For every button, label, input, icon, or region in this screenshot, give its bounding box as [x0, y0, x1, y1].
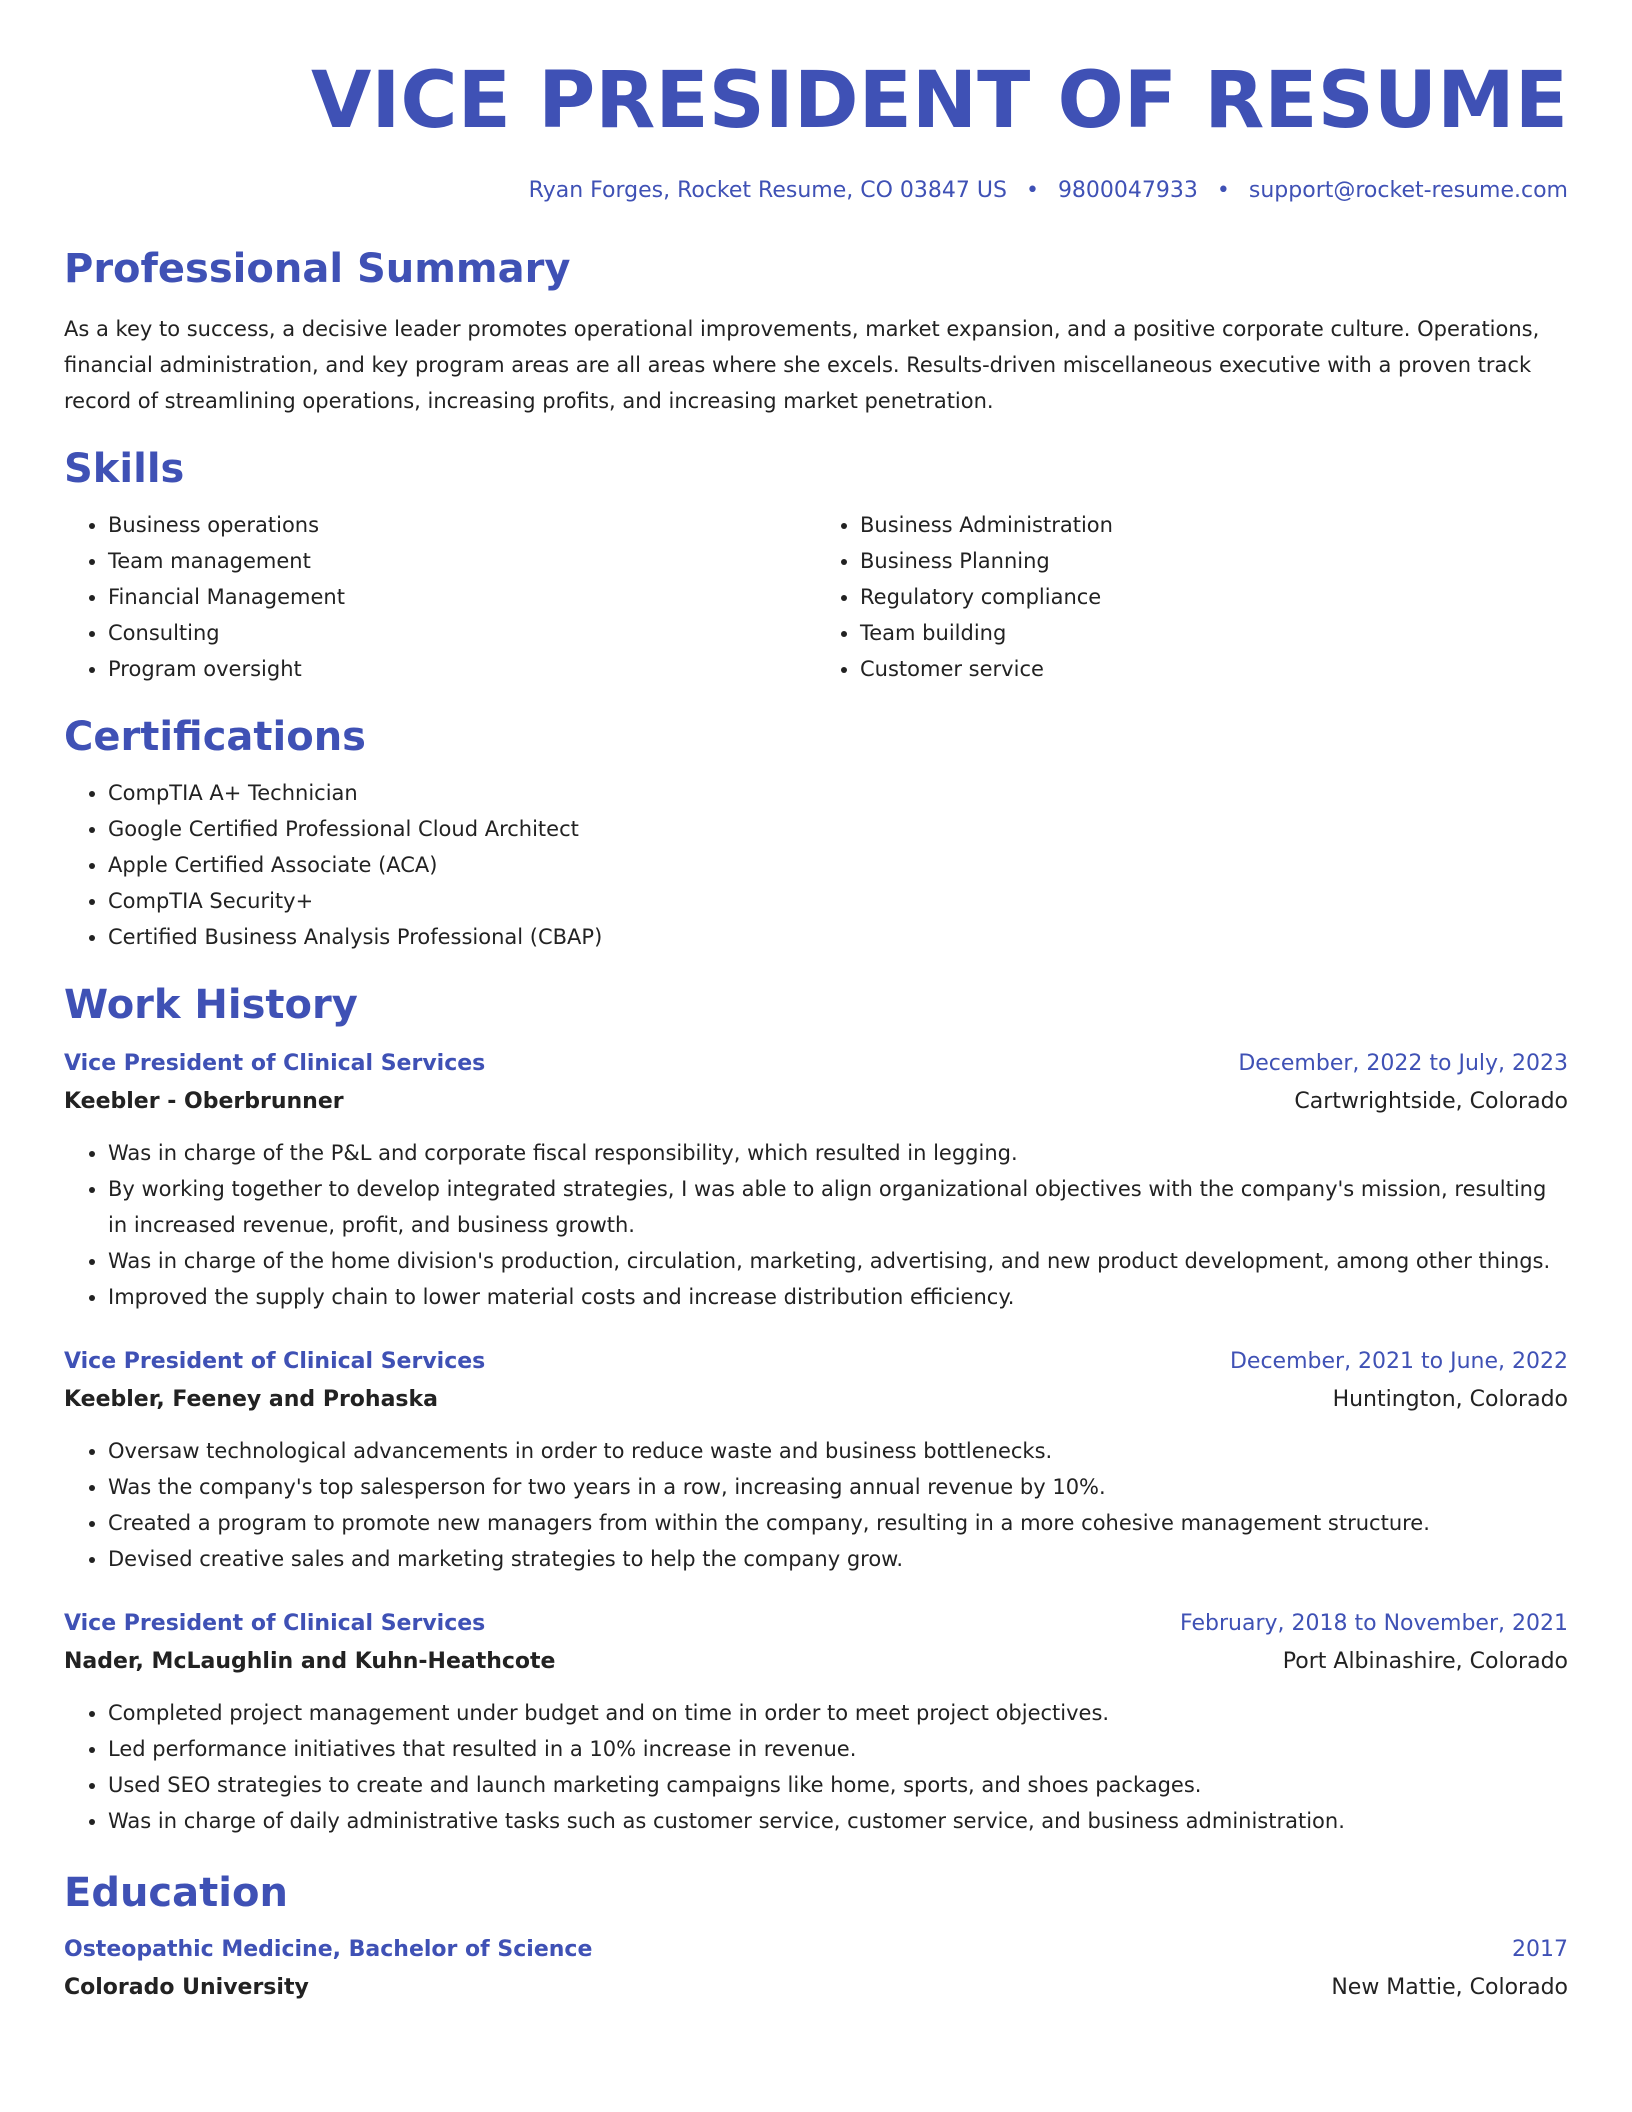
contact-separator: •	[1216, 178, 1230, 203]
skill-item: • Business Administration	[860, 507, 1568, 543]
education-section	[64, 1869, 1568, 2007]
section-title-summary: Professional Summary	[64, 246, 571, 292]
job-subheader	[64, 1083, 1568, 1121]
job-title: Vice President of Clinical Services	[64, 1051, 486, 1076]
job-bullet: • Was in charge of daily administrative tasks such as customer service, customer service, and business administration.	[108, 1803, 1568, 1839]
job-bullet: • Devised creative sales and marketing strategies to help the company grow.	[108, 1541, 1568, 1577]
skill-item: • Financial Management	[108, 579, 816, 615]
job-title: Vice President of Clinical Services	[64, 1349, 486, 1374]
job-bullet: • Improved the supply chain to lower material costs and increase distribution efficiency.	[108, 1279, 1568, 1315]
job-company: Keebler, Feeney and Prohaska	[64, 1387, 438, 1412]
section-title-work-history: Work History	[64, 982, 358, 1028]
skills-section	[64, 445, 1568, 687]
certification-item: • Apple Certified Associate (ACA)	[108, 847, 1568, 883]
contact-address: Ryan Forges, Rocket Resume, CO 03847 US	[528, 178, 1007, 203]
skills-grid	[64, 507, 1568, 687]
contact-phone: 9800047933	[1057, 178, 1198, 203]
contact-separator: •	[1025, 178, 1039, 203]
education-header	[64, 1931, 1568, 1969]
job-location: Port Albinashire, Colorado	[1282, 1649, 1568, 1674]
job-location: Cartwrightside, Colorado	[1294, 1089, 1568, 1114]
skills-list-left	[64, 507, 816, 687]
certification-item: • CompTIA Security+	[108, 883, 1568, 919]
job-header	[64, 1605, 1568, 1643]
job-title: Vice President of Clinical Services	[64, 1611, 486, 1636]
job-bullet: • Was in charge of the P&L and corporate fiscal responsibility, which resulted in legging.	[108, 1135, 1568, 1171]
job-entry	[64, 1605, 1568, 1839]
job-bullet: • By working together to develop integrated strategies, I was able to align organizational objectives with the company's mission, resulting in increased revenue, profit, and business growth.	[108, 1171, 1568, 1243]
job-header	[64, 1045, 1568, 1083]
job-header	[64, 1343, 1568, 1381]
job-bullet: • Was in charge of the home division's production, circulation, marketing, advertising, and new product development, among other things.	[108, 1243, 1568, 1279]
job-bullets	[64, 1433, 1568, 1577]
certifications-section	[64, 713, 1568, 955]
skill-item: • Program oversight	[108, 651, 816, 687]
certification-item: • Google Certified Professional Cloud Architect	[108, 811, 1568, 847]
job-subheader	[64, 1381, 1568, 1419]
job-company: Nader, McLaughlin and Kuhn-Heathcote	[64, 1649, 556, 1674]
contact-email[interactable]: support@rocket-resume.com	[1248, 178, 1568, 203]
job-entry	[64, 1045, 1568, 1315]
job-bullets	[64, 1135, 1568, 1315]
resume-header	[64, 0, 1568, 203]
job-subheader	[64, 1643, 1568, 1681]
section-title-education: Education	[64, 1870, 288, 1916]
skill-item: • Team management	[108, 543, 816, 579]
education-year: 2017	[1512, 1937, 1568, 1962]
job-bullet: • Completed project management under budget and on time in order to meet project objectives.	[108, 1695, 1568, 1731]
work-history-section	[64, 981, 1568, 1839]
skill-item: • Business Planning	[860, 543, 1568, 579]
summary-section	[64, 245, 1568, 419]
summary-text: As a key to success, a decisive leader promotes operational improvements, market expansion, and a positive corporate culture. Operations, financial administration, and key program areas are all areas where she excels. Results-driven miscellaneous executive with a proven track record of streamlining operations, increasing profits, and increasing market penetration.	[64, 317, 1540, 413]
job-bullet: • Created a program to promote new managers from within the company, resulting in a more cohesive management structure.	[108, 1505, 1568, 1541]
certification-item: • Certified Business Analysis Professional (CBAP)	[108, 919, 1568, 955]
skill-item: • Team building	[860, 615, 1568, 651]
skill-item: • Consulting	[108, 615, 816, 651]
education-degree: Osteopathic Medicine, Bachelor of Science	[64, 1937, 593, 1962]
job-location: Huntington, Colorado	[1332, 1387, 1568, 1412]
job-dates: February, 2018 to November, 2021	[1180, 1611, 1568, 1636]
job-dates: December, 2021 to June, 2022	[1229, 1349, 1568, 1374]
education-school: Colorado University	[64, 1975, 309, 2000]
skill-item: • Customer service	[860, 651, 1568, 687]
job-bullets	[64, 1695, 1568, 1839]
skill-item: • Regulatory compliance	[860, 579, 1568, 615]
job-bullet: • Oversaw technological advancements in order to reduce waste and business bottlenecks.	[108, 1433, 1568, 1469]
section-title-certifications: Certifications	[64, 714, 366, 760]
education-subheader	[64, 1969, 1568, 2007]
job-bullet: • Was the company's top salesperson for two years in a row, increasing annual revenue by 10%.	[108, 1469, 1568, 1505]
job-bullet: • Used SEO strategies to create and launch marketing campaigns like home, sports, and shoes packages.	[108, 1767, 1568, 1803]
job-dates: December, 2022 to July, 2023	[1238, 1051, 1568, 1076]
certification-item: • CompTIA A+ Technician	[108, 775, 1568, 811]
skills-list-right	[816, 507, 1568, 687]
resume-name: VICE PRESIDENT OF RESUME	[311, 56, 1568, 146]
contact-line	[64, 178, 1568, 203]
job-company: Keebler - Oberbrunner	[64, 1089, 344, 1114]
education-entry	[64, 1931, 1568, 2007]
job-entry	[64, 1343, 1568, 1577]
education-location: New Mattie, Colorado	[1331, 1975, 1568, 2000]
skill-item: • Business operations	[108, 507, 816, 543]
job-bullet: • Led performance initiatives that resulted in a 10% increase in revenue.	[108, 1731, 1568, 1767]
certifications-list	[64, 775, 1568, 955]
section-title-skills: Skills	[64, 446, 185, 492]
